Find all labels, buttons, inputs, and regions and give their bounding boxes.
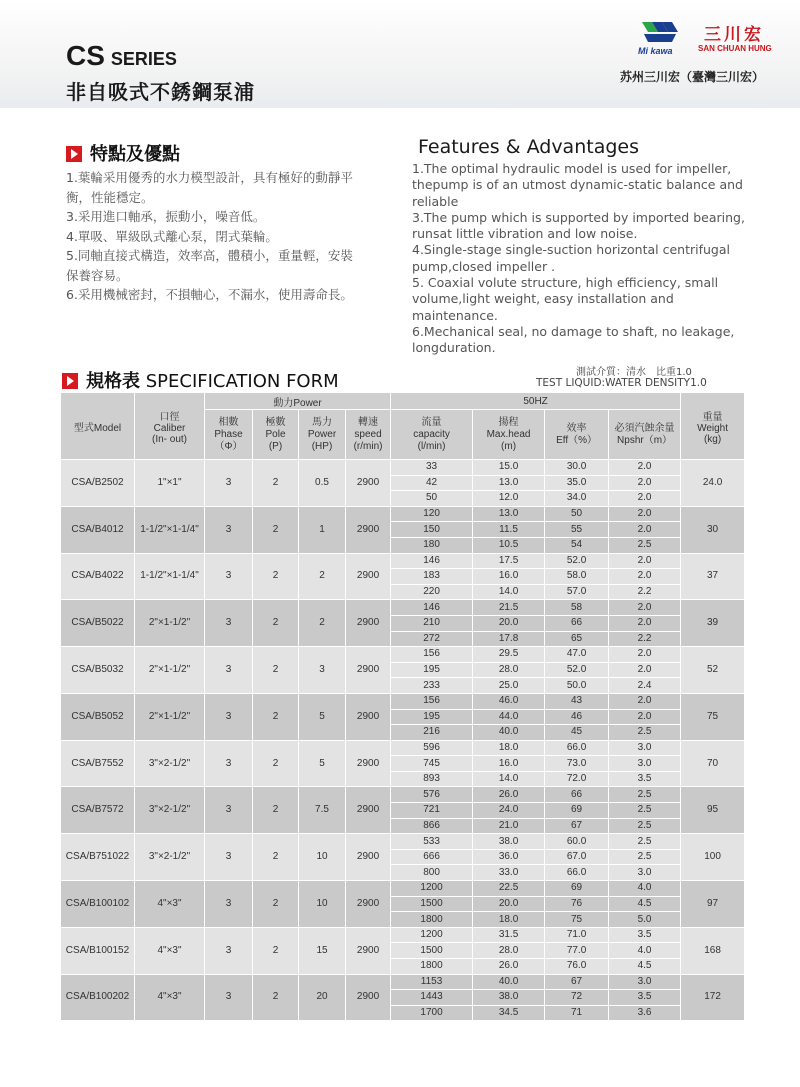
head-cell: 10.5 [473, 537, 545, 553]
model-cell: CSA/B2502 [61, 460, 135, 507]
logo-english: SAN CHUAN HUNG [698, 44, 772, 53]
speed-cell: 2900 [346, 740, 391, 787]
eff-cell: 76 [545, 896, 609, 912]
feature-en-item: 3.The pump which is supported by imported bearing, runsat little vibration and low noise. [412, 209, 745, 242]
table-row [61, 927, 745, 943]
eff-cell: 50 [545, 506, 609, 522]
brand-logo [636, 20, 796, 60]
spec-table-body [61, 460, 745, 1021]
col-capacity: 流量 capacity (l/min) [391, 410, 473, 460]
npshr-cell: 2.0 [609, 491, 681, 507]
head-cell: 26.0 [473, 787, 545, 803]
capacity-cell: 220 [391, 584, 473, 600]
product-title-zh: 非自吸式不銹鋼泵浦 [66, 80, 255, 104]
capacity-cell: 1700 [391, 1005, 473, 1021]
head-cell: 18.0 [473, 740, 545, 756]
capacity-cell: 800 [391, 865, 473, 881]
eff-cell: 66 [545, 787, 609, 803]
capacity-cell: 1200 [391, 881, 473, 897]
npshr-cell: 3.6 [609, 1005, 681, 1021]
eff-cell: 54 [545, 537, 609, 553]
capacity-cell: 180 [391, 537, 473, 553]
capacity-cell: 272 [391, 631, 473, 647]
eff-cell: 55 [545, 522, 609, 538]
logo-chinese: 三川宏 [704, 25, 764, 45]
speed-cell: 2900 [346, 553, 391, 600]
test-liquid-zh: 測試介質：清水 比重1.0 [576, 367, 692, 378]
eff-cell: 52.0 [545, 553, 609, 569]
eff-cell: 58.0 [545, 569, 609, 585]
power-cell: 7.5 [299, 787, 346, 834]
npshr-cell: 3.0 [609, 974, 681, 990]
weight-cell: 168 [681, 927, 745, 974]
pole-cell: 2 [253, 834, 299, 881]
eff-cell: 71.0 [545, 927, 609, 943]
npshr-cell: 2.0 [609, 709, 681, 725]
col-pole: 極數 Pole (P) [253, 410, 299, 460]
eff-cell: 34.0 [545, 491, 609, 507]
table-row [61, 693, 745, 709]
spec-table [60, 392, 745, 1021]
npshr-cell: 3.5 [609, 927, 681, 943]
head-cell: 46.0 [473, 693, 545, 709]
head-cell: 34.5 [473, 1005, 545, 1021]
head-cell: 26.0 [473, 959, 545, 975]
eff-cell: 52.0 [545, 662, 609, 678]
features-heading-zh-text: 特點及優點 [90, 144, 180, 165]
logo-mikawa: Mi kawa [638, 46, 673, 56]
capacity-cell: 183 [391, 569, 473, 585]
capacity-cell: 1153 [391, 974, 473, 990]
spec-heading-en: SPECIFICATION FORM [145, 371, 339, 392]
eff-cell: 66 [545, 615, 609, 631]
npshr-cell: 5.0 [609, 912, 681, 928]
col-group-50hz: 50HZ [391, 393, 681, 410]
capacity-cell: 1500 [391, 896, 473, 912]
head-cell: 12.0 [473, 491, 545, 507]
table-row [61, 787, 745, 803]
power-cell: 3 [299, 647, 346, 694]
head-cell: 28.0 [473, 662, 545, 678]
weight-cell: 75 [681, 693, 745, 740]
eff-cell: 67 [545, 974, 609, 990]
power-cell: 20 [299, 974, 346, 1021]
eff-cell: 71 [545, 1005, 609, 1021]
pole-cell: 2 [253, 553, 299, 600]
feature-en-item: 6.Mechanical seal, no damage to shaft, no leakage, longduration. [412, 323, 735, 356]
speed-cell: 2900 [346, 881, 391, 928]
caliber-cell: 4"×3" [135, 974, 205, 1021]
pole-cell: 2 [253, 693, 299, 740]
eff-cell: 43 [545, 693, 609, 709]
eff-cell: 76.0 [545, 959, 609, 975]
npshr-cell: 2.0 [609, 553, 681, 569]
capacity-cell: 866 [391, 818, 473, 834]
eff-cell: 73.0 [545, 756, 609, 772]
weight-cell: 95 [681, 787, 745, 834]
npshr-cell: 3.5 [609, 771, 681, 787]
npshr-cell: 3.0 [609, 740, 681, 756]
weight-cell: 172 [681, 974, 745, 1021]
caliber-cell: 3"×2-1/2" [135, 740, 205, 787]
power-cell: 5 [299, 693, 346, 740]
npshr-cell: 2.2 [609, 631, 681, 647]
capacity-cell: 533 [391, 834, 473, 850]
pole-cell: 2 [253, 460, 299, 507]
power-cell: 10 [299, 834, 346, 881]
weight-cell: 30 [681, 506, 745, 553]
npshr-cell: 2.0 [609, 460, 681, 476]
head-cell: 18.0 [473, 912, 545, 928]
npshr-cell: 2.5 [609, 803, 681, 819]
model-cell: CSA/B7552 [61, 740, 135, 787]
capacity-cell: 216 [391, 725, 473, 741]
model-cell: CSA/B100202 [61, 974, 135, 1021]
head-cell: 40.0 [473, 725, 545, 741]
npshr-cell: 2.5 [609, 849, 681, 865]
eff-cell: 75 [545, 912, 609, 928]
model-cell: CSA/B7572 [61, 787, 135, 834]
weight-cell: 39 [681, 600, 745, 647]
model-cell: CSA/B4012 [61, 506, 135, 553]
company-name: 苏州三川宏（臺灣三川宏） [620, 70, 765, 84]
head-cell: 13.0 [473, 506, 545, 522]
head-cell: 29.5 [473, 647, 545, 663]
table-row [61, 834, 745, 850]
phase-cell: 3 [205, 553, 253, 600]
eff-cell: 57.0 [545, 584, 609, 600]
head-cell: 21.5 [473, 600, 545, 616]
feature-zh-item: 5.同軸直接式構造，效率高，體積小，重量輕，安裝保養容易。 [66, 248, 353, 283]
capacity-cell: 1443 [391, 990, 473, 1006]
head-cell: 40.0 [473, 974, 545, 990]
weight-cell: 100 [681, 834, 745, 881]
power-cell: 5 [299, 740, 346, 787]
npshr-cell: 2.5 [609, 818, 681, 834]
head-cell: 38.0 [473, 990, 545, 1006]
capacity-cell: 893 [391, 771, 473, 787]
npshr-cell: 2.5 [609, 834, 681, 850]
npshr-cell: 2.0 [609, 506, 681, 522]
speed-cell: 2900 [346, 506, 391, 553]
col-eff: 效率 Eff（%） [545, 410, 609, 460]
caliber-cell: 3"×2-1/2" [135, 787, 205, 834]
npshr-cell: 2.5 [609, 537, 681, 553]
npshr-cell: 2.5 [609, 787, 681, 803]
caliber-cell: 2"×1-1/2" [135, 647, 205, 694]
phase-cell: 3 [205, 647, 253, 694]
power-cell: 2 [299, 553, 346, 600]
eff-cell: 77.0 [545, 943, 609, 959]
speed-cell: 2900 [346, 647, 391, 694]
model-cell: CSA/B5052 [61, 693, 135, 740]
capacity-cell: 666 [391, 849, 473, 865]
npshr-cell: 3.5 [609, 990, 681, 1006]
play-icon [66, 146, 82, 162]
eff-cell: 72.0 [545, 771, 609, 787]
head-cell: 14.0 [473, 771, 545, 787]
col-npshr: 必須汽蝕余量 Npshr（m） [609, 410, 681, 460]
power-cell: 10 [299, 881, 346, 928]
head-cell: 21.0 [473, 818, 545, 834]
features-heading-zh [66, 140, 180, 166]
caliber-cell: 3"×2-1/2" [135, 834, 205, 881]
npshr-cell: 2.4 [609, 678, 681, 694]
caliber-cell: 1"×1" [135, 460, 205, 507]
table-row [61, 974, 745, 990]
npshr-cell: 4.0 [609, 881, 681, 897]
npshr-cell: 2.0 [609, 647, 681, 663]
eff-cell: 58 [545, 600, 609, 616]
eff-cell: 66.0 [545, 865, 609, 881]
phase-cell: 3 [205, 881, 253, 928]
power-cell: 2 [299, 600, 346, 647]
head-cell: 13.0 [473, 475, 545, 491]
caliber-cell: 1-1/2"×1-1/4" [135, 553, 205, 600]
phase-cell: 3 [205, 787, 253, 834]
pole-cell: 2 [253, 927, 299, 974]
pole-cell: 2 [253, 787, 299, 834]
table-row [61, 553, 745, 569]
weight-cell: 70 [681, 740, 745, 787]
capacity-cell: 210 [391, 615, 473, 631]
eff-cell: 47.0 [545, 647, 609, 663]
eff-cell: 50.0 [545, 678, 609, 694]
weight-cell: 52 [681, 647, 745, 694]
phase-cell: 3 [205, 834, 253, 881]
phase-cell: 3 [205, 693, 253, 740]
capacity-cell: 195 [391, 662, 473, 678]
feature-zh-item: 6.采用機械密封，不損軸心，不漏水，使用壽命長。 [66, 287, 353, 302]
head-cell: 17.5 [473, 553, 545, 569]
capacity-cell: 576 [391, 787, 473, 803]
head-cell: 36.0 [473, 849, 545, 865]
model-cell: CSA/B4022 [61, 553, 135, 600]
play-icon [62, 373, 78, 389]
head-cell: 33.0 [473, 865, 545, 881]
speed-cell: 2900 [346, 787, 391, 834]
table-row [61, 740, 745, 756]
power-cell: 15 [299, 927, 346, 974]
feature-en-item: 5. Coaxial volute structure, high efficiency, small volume,light weight, easy installation and maintenance. [412, 275, 719, 323]
capacity-cell: 721 [391, 803, 473, 819]
col-speed: 轉速 speed (r/min) [346, 410, 391, 460]
features-list-en [412, 161, 757, 357]
weight-cell: 97 [681, 881, 745, 928]
capacity-cell: 50 [391, 491, 473, 507]
weight-cell: 24.0 [681, 460, 745, 507]
capacity-cell: 1800 [391, 912, 473, 928]
feature-zh-item: 4.單吸、單級臥式離心泵，閉式葉輪。 [66, 228, 278, 244]
capacity-cell: 156 [391, 693, 473, 709]
head-cell: 17.8 [473, 631, 545, 647]
phase-cell: 3 [205, 927, 253, 974]
head-cell: 24.0 [473, 803, 545, 819]
power-cell: 0.5 [299, 460, 346, 507]
npshr-cell: 2.0 [609, 600, 681, 616]
npshr-cell: 4.5 [609, 959, 681, 975]
capacity-cell: 156 [391, 647, 473, 663]
head-cell: 44.0 [473, 709, 545, 725]
series-cs: CS [66, 40, 105, 71]
spec-heading [62, 367, 339, 393]
col-head: 揚程 Max.head (m) [473, 410, 545, 460]
head-cell: 22.5 [473, 881, 545, 897]
eff-cell: 45 [545, 725, 609, 741]
col-model: 型式Model [61, 393, 135, 460]
series-title [66, 40, 177, 72]
npshr-cell: 2.0 [609, 522, 681, 538]
pole-cell: 2 [253, 506, 299, 553]
weight-cell: 37 [681, 553, 745, 600]
npshr-cell: 2.0 [609, 569, 681, 585]
npshr-cell: 2.0 [609, 662, 681, 678]
npshr-cell: 2.0 [609, 475, 681, 491]
head-cell: 31.5 [473, 927, 545, 943]
feature-zh-item: 3.采用進口軸承，振動小，噪音低。 [66, 209, 266, 224]
spec-heading-zh: 規格表 [86, 371, 140, 392]
caliber-cell: 4"×3" [135, 881, 205, 928]
speed-cell: 2900 [346, 927, 391, 974]
speed-cell: 2900 [346, 600, 391, 647]
capacity-cell: 596 [391, 740, 473, 756]
model-cell: CSA/B100152 [61, 927, 135, 974]
phase-cell: 3 [205, 460, 253, 507]
npshr-cell: 2.0 [609, 693, 681, 709]
capacity-cell: 120 [391, 506, 473, 522]
col-hp: 馬力 Power (HP) [299, 410, 346, 460]
table-row [61, 647, 745, 663]
npshr-cell: 2.0 [609, 615, 681, 631]
speed-cell: 2900 [346, 974, 391, 1021]
head-cell: 15.0 [473, 460, 545, 476]
col-phase: 相數 Phase （Φ） [205, 410, 253, 460]
col-group-power: 動力Power [205, 393, 391, 410]
phase-cell: 3 [205, 506, 253, 553]
eff-cell: 72 [545, 990, 609, 1006]
eff-cell: 46 [545, 709, 609, 725]
feature-en-item: 1.The optimal hydraulic model is used for impeller, thepump is of an utmost dynamic-static balance and reliable [412, 161, 743, 209]
phase-cell: 3 [205, 974, 253, 1021]
head-cell: 20.0 [473, 615, 545, 631]
npshr-cell: 3.0 [609, 865, 681, 881]
pole-cell: 2 [253, 974, 299, 1021]
capacity-cell: 195 [391, 709, 473, 725]
eff-cell: 35.0 [545, 475, 609, 491]
model-cell: CSA/B5032 [61, 647, 135, 694]
head-cell: 14.0 [473, 584, 545, 600]
pole-cell: 2 [253, 740, 299, 787]
caliber-cell: 2"×1-1/2" [135, 693, 205, 740]
capacity-cell: 1800 [391, 959, 473, 975]
speed-cell: 2900 [346, 460, 391, 507]
series-word: SERIES [110, 49, 177, 69]
pole-cell: 2 [253, 881, 299, 928]
header-band [0, 0, 800, 108]
capacity-cell: 146 [391, 600, 473, 616]
col-weight: 重量 Weight (kg) [681, 393, 745, 460]
npshr-cell: 4.5 [609, 896, 681, 912]
model-cell: CSA/B5022 [61, 600, 135, 647]
eff-cell: 60.0 [545, 834, 609, 850]
head-cell: 28.0 [473, 943, 545, 959]
caliber-cell: 1-1/2"×1-1/4" [135, 506, 205, 553]
capacity-cell: 150 [391, 522, 473, 538]
capacity-cell: 233 [391, 678, 473, 694]
eff-cell: 67.0 [545, 849, 609, 865]
phase-cell: 3 [205, 740, 253, 787]
capacity-cell: 1200 [391, 927, 473, 943]
npshr-cell: 2.5 [609, 725, 681, 741]
features-list-zh [66, 168, 358, 305]
table-row [61, 600, 745, 616]
model-cell: CSA/B100102 [61, 881, 135, 928]
head-cell: 16.0 [473, 756, 545, 772]
power-cell: 1 [299, 506, 346, 553]
pole-cell: 2 [253, 600, 299, 647]
feature-zh-item: 1.葉輪采用優秀的水力模型設計，具有極好的動靜平衡，性能穩定。 [66, 170, 353, 205]
head-cell: 11.5 [473, 522, 545, 538]
caliber-cell: 2"×1-1/2" [135, 600, 205, 647]
eff-cell: 66.0 [545, 740, 609, 756]
speed-cell: 2900 [346, 693, 391, 740]
head-cell: 25.0 [473, 678, 545, 694]
model-cell: CSA/B751022 [61, 834, 135, 881]
npshr-cell: 3.0 [609, 756, 681, 772]
phase-cell: 3 [205, 600, 253, 647]
test-liquid-en: TEST LIQUID:WATER DENSITY1.0 [536, 377, 707, 389]
eff-cell: 69 [545, 881, 609, 897]
eff-cell: 69 [545, 803, 609, 819]
npshr-cell: 4.0 [609, 943, 681, 959]
capacity-cell: 146 [391, 553, 473, 569]
capacity-cell: 42 [391, 475, 473, 491]
speed-cell: 2900 [346, 834, 391, 881]
head-cell: 20.0 [473, 896, 545, 912]
eff-cell: 67 [545, 818, 609, 834]
capacity-cell: 1500 [391, 943, 473, 959]
eff-cell: 65 [545, 631, 609, 647]
features-heading-en: Features & Advantages [418, 136, 639, 158]
col-caliber: 口徑 Caliber (In- out) [135, 393, 205, 460]
table-row [61, 506, 745, 522]
head-cell: 16.0 [473, 569, 545, 585]
table-row [61, 881, 745, 897]
caliber-cell: 4"×3" [135, 927, 205, 974]
capacity-cell: 33 [391, 460, 473, 476]
table-row [61, 460, 745, 476]
capacity-cell: 745 [391, 756, 473, 772]
npshr-cell: 2.2 [609, 584, 681, 600]
pole-cell: 2 [253, 647, 299, 694]
feature-en-item: 4.Single-stage single-suction horizontal centrifugal pump,closed impeller . [412, 242, 730, 274]
eff-cell: 30.0 [545, 460, 609, 476]
head-cell: 38.0 [473, 834, 545, 850]
